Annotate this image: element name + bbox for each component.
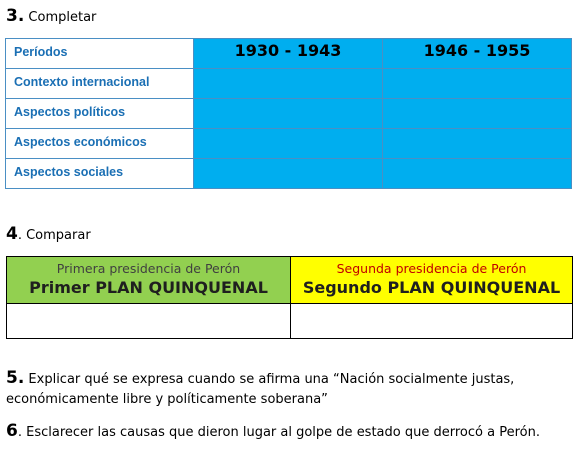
question-5-number: 5.: [6, 368, 25, 388]
first-plan-title: Primer PLAN QUINQUENAL: [29, 278, 268, 297]
question-6-number: 6: [6, 421, 18, 441]
period-1946-1955-header: 1946 - 1955: [383, 39, 572, 69]
table-row: [6, 39, 572, 69]
question-5-line-1: Explicar qué se expresa cuando se afirma una “Nación socialmente justas,: [24, 372, 515, 387]
question-5-line-2: económicamente libre y políticamente soberana”: [6, 392, 328, 407]
answer-cell[interactable]: [383, 159, 572, 189]
second-plan-header: [291, 257, 573, 304]
comparison-table: [6, 256, 573, 339]
first-plan-header: [7, 257, 291, 304]
question-6-text: . Esclarecer las causas que dieron lugar al golpe de estado que derrocó a Perón.: [17, 425, 540, 440]
row-label-politicos: Aspectos políticos: [6, 99, 194, 129]
period-1930-1943-header: 1930 - 1943: [194, 39, 383, 69]
answer-cell[interactable]: [383, 99, 572, 129]
answer-cell[interactable]: [194, 129, 383, 159]
answer-cell[interactable]: [383, 129, 572, 159]
first-plan-answer-cell[interactable]: [7, 304, 291, 339]
table-row: [7, 304, 573, 339]
periods-table: [5, 38, 572, 189]
table-row: [6, 69, 572, 99]
answer-cell[interactable]: [383, 69, 572, 99]
question-4-text: . Comparar: [17, 228, 91, 243]
periods-label: Períodos: [6, 39, 194, 69]
row-label-contexto: Contexto internacional: [6, 69, 194, 99]
second-plan-title: Segundo PLAN QUINQUENAL: [302, 278, 561, 297]
first-presidency-label: Primera presidencia de Perón: [56, 261, 241, 276]
table-row: [7, 257, 573, 304]
row-label-economicos: Aspectos económicos: [6, 129, 194, 159]
question-4-heading: [6, 224, 91, 244]
row-label-sociales: Aspectos sociales: [6, 159, 194, 189]
question-3-number: 3.: [6, 6, 25, 26]
question-3-heading: [6, 6, 96, 26]
second-presidency-label: Segunda presidencia de Perón: [336, 261, 527, 276]
table-row: [6, 99, 572, 129]
question-4-number: 4: [6, 224, 18, 244]
table-row: [6, 159, 572, 189]
answer-cell[interactable]: [194, 159, 383, 189]
answer-cell[interactable]: [194, 69, 383, 99]
question-5: [6, 368, 514, 410]
second-plan-answer-cell[interactable]: [291, 304, 573, 339]
answer-cell[interactable]: [194, 99, 383, 129]
question-6: [6, 421, 540, 443]
table-row: [6, 129, 572, 159]
question-3-text: Completar: [24, 10, 97, 25]
